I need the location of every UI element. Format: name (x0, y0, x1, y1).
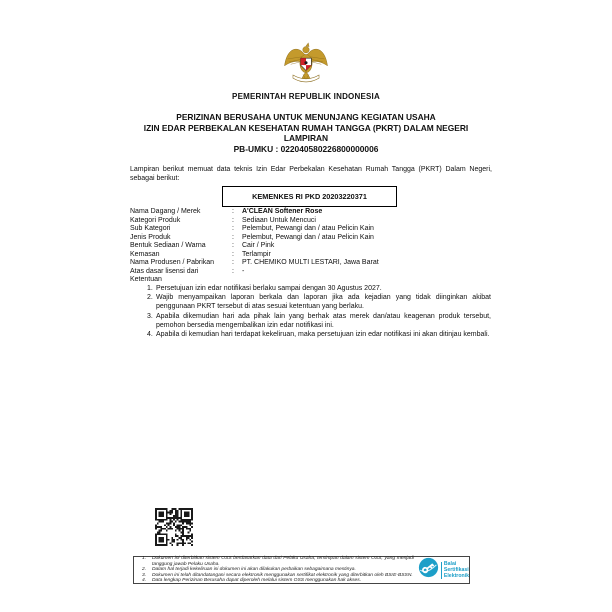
field-label: Nama Produsen / Pabrikan (130, 259, 215, 267)
key-icon (418, 557, 439, 583)
ketentuan-item (130, 293, 491, 311)
field-value: Pelembut, Pewangi dan / atau Pelicin Kain (242, 225, 374, 233)
item-number: 2. (147, 294, 153, 302)
field-row (130, 217, 492, 226)
note-text: Data lengkap Perizinan Berusaha dapat diperoleh melalui sistem OSS menggunakan hak akses. (152, 578, 362, 584)
field-colon: : (232, 267, 234, 275)
field-label: Jenis Produk (130, 233, 171, 241)
field-label: Kategori Produk (130, 216, 181, 224)
ketentuan-label: Ketentuan (130, 276, 162, 283)
field-colon: : (232, 225, 234, 233)
footer-notes-box (133, 556, 470, 584)
bsre-logo (418, 557, 469, 583)
note-number: 4. (142, 578, 147, 584)
field-row (130, 242, 492, 251)
item-number: 4. (147, 331, 153, 339)
ketentuan-list (130, 284, 491, 339)
ketentuan-item (130, 330, 491, 339)
field-colon: : (232, 259, 234, 267)
field-value: Terlampir (242, 250, 271, 258)
footer-note (141, 556, 414, 567)
field-colon: : (232, 216, 234, 224)
field-value: Sediaan Untuk Mencuci (242, 216, 316, 224)
field-label: Nama Dagang / Merek (130, 208, 201, 215)
field-value: A'CLEAN Softener Rose (242, 208, 323, 215)
field-value: Pelembut, Pewangi dan / atau Pelicin Kain (242, 233, 374, 241)
garuda-pancasila-icon (283, 40, 329, 84)
document-title-line1: PERIZINAN BERUSAHA UNTUK MENUNJANG KEGIATAN USAHA (176, 112, 436, 122)
field-value: PT. CHEMIKO MULTI LESTARI, Jawa Barat (242, 259, 379, 267)
bsre-logo-text: Balai Sertifikasi Elektronik (443, 561, 469, 579)
document-title-block (0, 112, 612, 154)
intro-paragraph: Lampiran berikut memuat data teknis Izin Edar Perbekalan Kesehatan Rumah Tangga (PKRT) Dalam Negeri, sebagai berikut: (130, 166, 492, 182)
field-value: Cair / Pink (242, 242, 275, 250)
certificate-number: KEMENKES RI PKD 20203220371 (252, 192, 367, 201)
government-title: PEMERINTAH REPUBLIK INDONESIA (232, 92, 380, 101)
field-colon: : (232, 242, 234, 250)
ketentuan-item (130, 284, 491, 293)
note-number: 2. (142, 567, 147, 573)
certificate-number-box (222, 186, 397, 207)
document-title-line3: LAMPIRAN (283, 133, 329, 144)
footer-notes-list (134, 555, 416, 585)
ketentuan-item (130, 312, 491, 330)
field-label: Kemasan (130, 250, 160, 258)
field-colon: : (232, 250, 234, 258)
field-label: Sub Kategori (130, 225, 171, 233)
field-row (130, 251, 492, 260)
note-text: Dokumen ini diterbitkan sistem OSS berdasarkan data dari Pelaku Usaha, tersimpan dalam sistem OSS, yang menjadi tanggung jawab Pelaku Usaha. (152, 556, 414, 567)
qr-code (155, 508, 193, 546)
field-row (130, 225, 492, 234)
field-value: - (242, 267, 245, 275)
item-number: 3. (147, 312, 153, 320)
field-row (130, 208, 492, 217)
field-label: Atas dasar lisensi dari (130, 267, 199, 275)
field-colon: : (232, 208, 234, 215)
item-number: 1. (147, 285, 153, 292)
field-row (130, 234, 492, 243)
item-text: Persetujuan izin edar notifikasi berlaku sampai dengan 30 Agustus 2027. (156, 285, 382, 292)
item-text: Apabila dikemudian hari ada pihak lain yang berhak atas merek dan/atau keagenan produk tersebut, pemohon bersedia mengembalikan izin edar notifikasi ini. (156, 312, 491, 329)
field-row (130, 268, 492, 277)
note-text: Dokumen ini telah ditandatangani secara elektronik menggunakan sertifikat elektronik yang diterbitkan oleh BSrE-BSSN. (152, 572, 413, 578)
technical-data-fields (130, 208, 492, 276)
field-label: Bentuk Sediaan / Warna (130, 242, 206, 250)
note-number: 3. (142, 572, 147, 578)
field-row (130, 259, 492, 268)
pb-umku-number: PB-UMKU : 022040580226800000006 (233, 143, 379, 154)
footer-note (141, 578, 414, 584)
note-number: 1. (142, 556, 147, 562)
note-text: Dalam hal terjadi kekeliruan isi dokumen ini akan dilakukan perbaikan sebagaimana mestinya. (152, 567, 356, 573)
field-colon: : (232, 233, 234, 241)
document-title-line2: IZIN EDAR PERBEKALAN KESEHATAN RUMAH TANGGA (PKRT) DALAM NEGERI (143, 122, 469, 133)
item-text: Wajib menyampaikan laporan berkala dan laporan jika ada kejadian yang tidak diinginkan akibat penggunaan PKRT tersebut di atas sesuai ketentuan yang berlaku. (156, 294, 491, 311)
item-text: Apabila di kemudian hari terdapat kekeliruan, maka persetujuan izin edar notifikasi ini akan ditinjau kembali. (156, 331, 490, 339)
logo-divider (441, 562, 442, 579)
